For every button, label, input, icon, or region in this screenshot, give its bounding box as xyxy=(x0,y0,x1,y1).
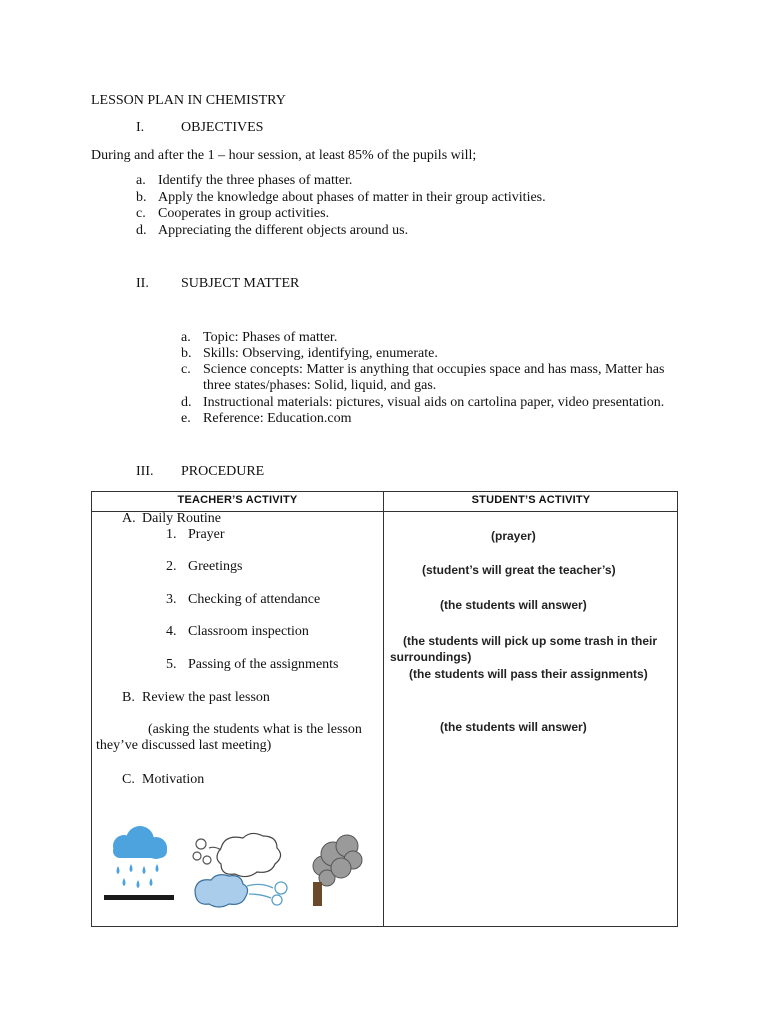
routine-step-marker: 5. xyxy=(166,657,177,672)
subject-item: Instructional materials: pictures, visual aids on cartolina paper, video presentation. xyxy=(203,395,665,410)
smoke-stack-picture xyxy=(305,832,367,908)
procedure-numeral: III. xyxy=(136,464,154,479)
subject-matter-numeral: II. xyxy=(136,276,149,291)
daily-routine-marker: A. xyxy=(122,511,136,526)
objective-item: Apply the knowledge about phases of matter in their group activities. xyxy=(158,190,546,205)
subject-item: Science concepts: Matter is anything that occupies space and has mass, Matter has three states/phases: Solid, liquid, and gas. xyxy=(203,362,665,393)
subject-item: Topic: Phases of matter. xyxy=(203,330,338,345)
subject-item-marker: e. xyxy=(181,411,191,426)
routine-step: Checking of attendance xyxy=(188,592,321,607)
teacher-activity-header: TEACHER’S ACTIVITY xyxy=(177,494,298,506)
objective-marker: d. xyxy=(136,223,147,238)
student-activity-item: (the students will pick up some trash in their surroundings) xyxy=(390,634,658,664)
objectives-intro: During and after the 1 – hour session, at least 85% of the pupils will; xyxy=(91,148,477,163)
objective-marker: c. xyxy=(136,206,146,221)
objective-marker: b. xyxy=(136,190,147,205)
objective-marker: a. xyxy=(136,173,146,188)
objective-item: Identify the three phases of matter. xyxy=(158,173,353,188)
routine-step: Greetings xyxy=(188,559,243,574)
motivation-marker: C. xyxy=(122,772,135,787)
routine-step: Passing of the assignments xyxy=(188,657,339,672)
procedure-heading: PROCEDURE xyxy=(181,464,265,479)
objectives-numeral: I. xyxy=(136,120,145,135)
procedure-table xyxy=(91,491,678,927)
student-activity-header: STUDENT’S ACTIVITY xyxy=(471,494,591,506)
routine-step-marker: 3. xyxy=(166,592,177,607)
wind-blowing-picture xyxy=(189,830,294,912)
review-label: Review the past lesson xyxy=(142,690,270,705)
student-activity-item: (the students will answer) xyxy=(440,720,587,734)
rain-cloud-picture xyxy=(104,826,174,901)
daily-routine-label: Daily Routine xyxy=(142,511,221,526)
routine-step-marker: 2. xyxy=(166,559,177,574)
routine-step: Classroom inspection xyxy=(188,624,309,639)
subject-matter-heading: SUBJECT MATTER xyxy=(181,276,300,291)
routine-step: Prayer xyxy=(188,527,225,542)
subject-item-marker: c. xyxy=(181,362,191,377)
subject-item: Skills: Observing, identifying, enumerate. xyxy=(203,346,438,361)
objective-item: Appreciating the different objects around us. xyxy=(158,223,409,238)
review-marker: B. xyxy=(122,690,135,705)
student-activity-item: (prayer) xyxy=(491,529,536,543)
subject-item: Reference: Education.com xyxy=(203,411,352,426)
objectives-heading: OBJECTIVES xyxy=(181,120,264,135)
subject-item-marker: d. xyxy=(181,395,192,410)
routine-step-marker: 4. xyxy=(166,624,177,639)
review-note: (asking the students what is the lesson they’ve discussed last meeting) xyxy=(96,722,362,753)
motivation-label: Motivation xyxy=(142,772,205,787)
subject-item-marker: b. xyxy=(181,346,192,361)
student-activity-item: (the students will pass their assignments) xyxy=(409,667,648,681)
routine-step-marker: 1. xyxy=(166,527,177,542)
column-divider xyxy=(383,492,384,926)
page-title: LESSON PLAN IN CHEMISTRY xyxy=(91,93,286,108)
student-activity-item: (the students will answer) xyxy=(440,598,587,612)
student-activity-item: (student’s will great the teacher’s) xyxy=(422,563,616,577)
subject-item-marker: a. xyxy=(181,330,191,345)
objective-item: Cooperates in group activities. xyxy=(158,206,330,221)
